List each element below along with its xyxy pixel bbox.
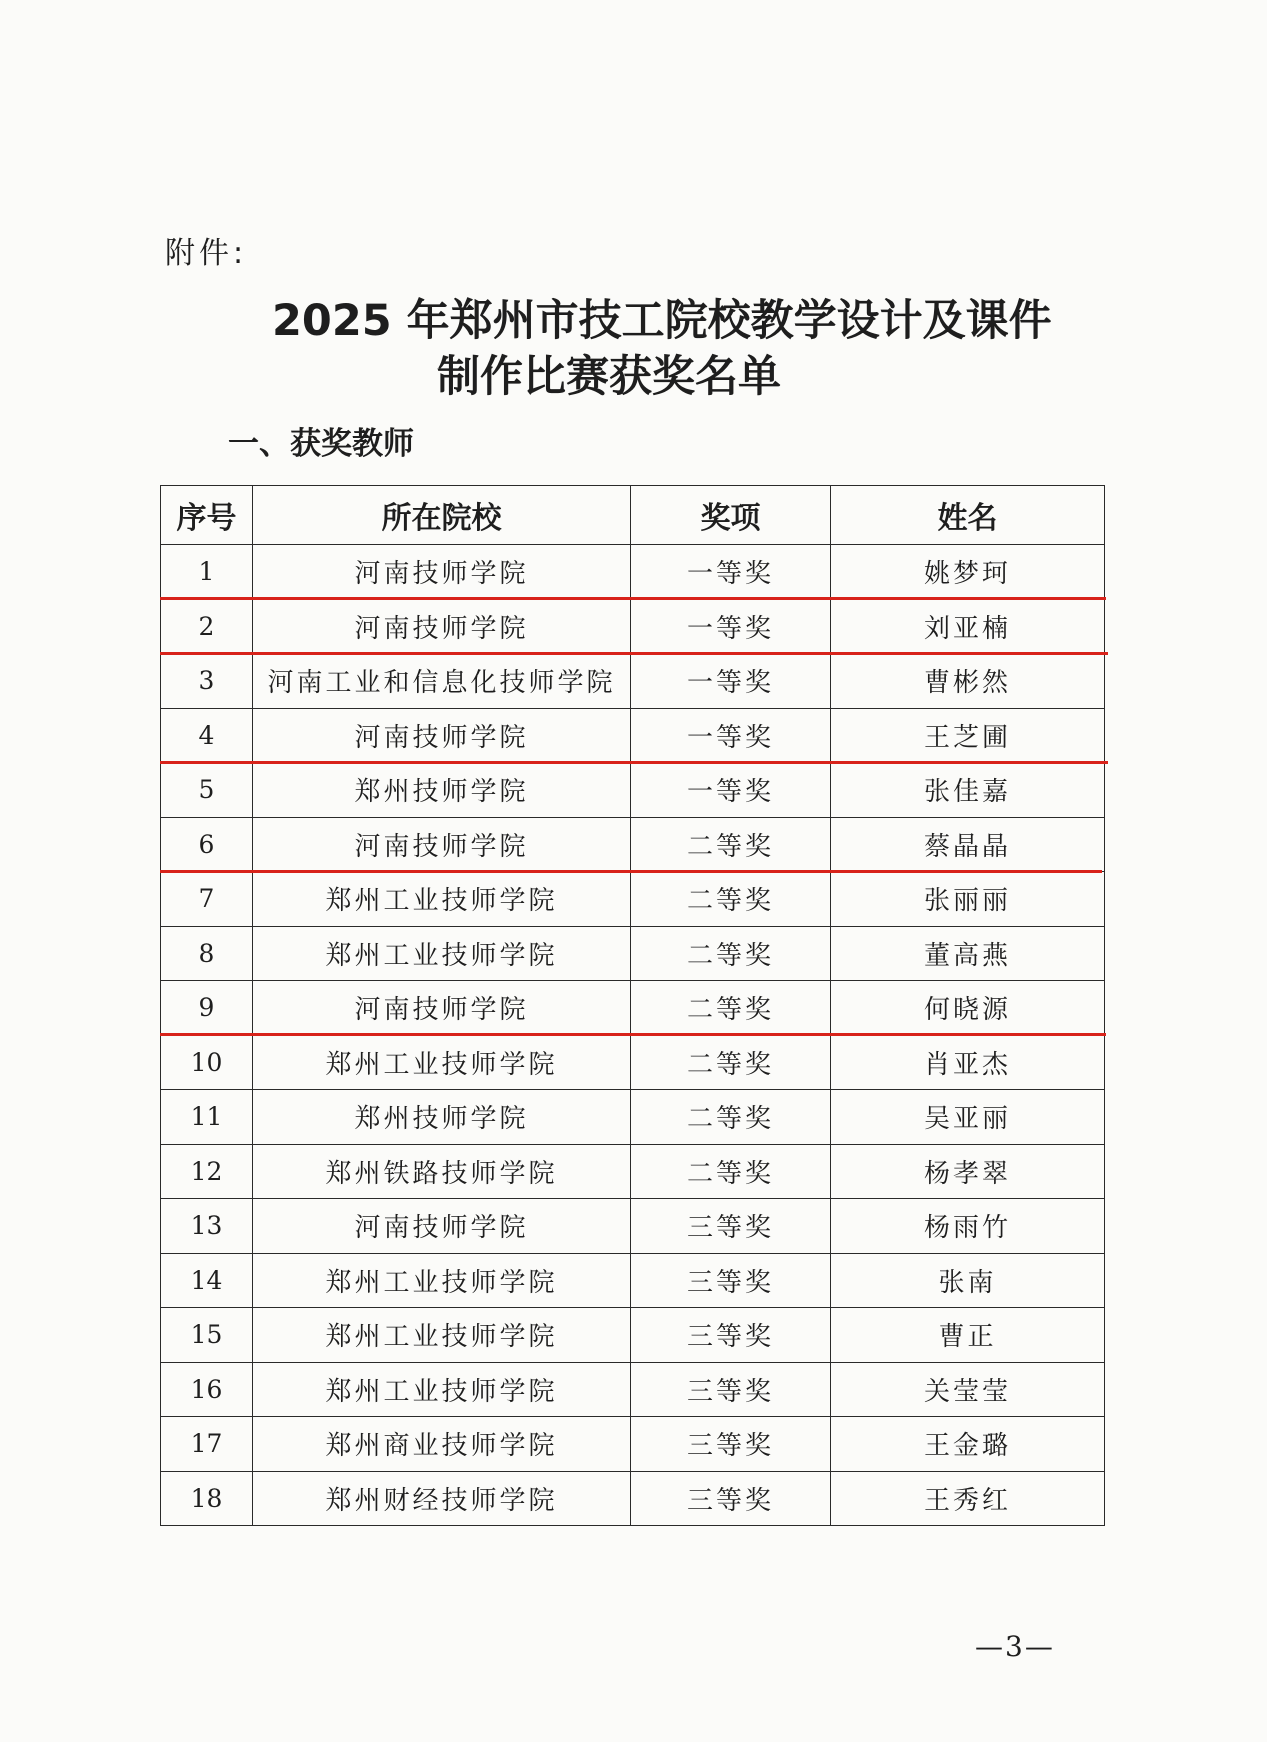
- cell-index: 8: [161, 926, 253, 981]
- table-row: [161, 1144, 1105, 1199]
- header-index: 序号: [161, 486, 253, 545]
- cell-index: 14: [161, 1253, 253, 1308]
- cell-award: 一等奖: [631, 708, 831, 763]
- cell-school: 郑州技师学院: [253, 1090, 631, 1145]
- cell-index: 10: [161, 1035, 253, 1090]
- cell-name: 曹彬然: [831, 654, 1105, 709]
- cell-award: 三等奖: [631, 1417, 831, 1472]
- table-row: [161, 1199, 1105, 1254]
- table-row: [161, 1035, 1105, 1090]
- cell-name: 王秀红: [831, 1471, 1105, 1526]
- cell-award: 二等奖: [631, 1035, 831, 1090]
- cell-award: 一等奖: [631, 599, 831, 654]
- cell-school: 河南技师学院: [253, 708, 631, 763]
- cell-name: 王金璐: [831, 1417, 1105, 1472]
- section-heading: 一、获奖教师: [228, 426, 414, 462]
- cell-award: 一等奖: [631, 654, 831, 709]
- cell-index: 16: [161, 1362, 253, 1417]
- cell-school: 郑州工业技师学院: [253, 1035, 631, 1090]
- cell-name: 张佳嘉: [831, 763, 1105, 818]
- awards-table: [160, 485, 1105, 1526]
- cell-index: 9: [161, 981, 253, 1036]
- table-row: [161, 1253, 1105, 1308]
- cell-index: 2: [161, 599, 253, 654]
- red-underline-mark: [160, 870, 1102, 873]
- cell-award: 二等奖: [631, 1144, 831, 1199]
- table-row: [161, 1090, 1105, 1145]
- cell-award: 二等奖: [631, 981, 831, 1036]
- cell-award: 三等奖: [631, 1199, 831, 1254]
- cell-index: 18: [161, 1471, 253, 1526]
- table-row: [161, 708, 1105, 763]
- cell-award: 二等奖: [631, 926, 831, 981]
- red-underline-mark: [160, 597, 1106, 600]
- cell-name: 曹正: [831, 1308, 1105, 1363]
- cell-award: 三等奖: [631, 1362, 831, 1417]
- cell-index: 7: [161, 872, 253, 927]
- cell-school: 郑州工业技师学院: [253, 926, 631, 981]
- cell-name: 杨雨竹: [831, 1199, 1105, 1254]
- cell-school: 河南技师学院: [253, 545, 631, 600]
- cell-index: 17: [161, 1417, 253, 1472]
- cell-index: 15: [161, 1308, 253, 1363]
- table-row: [161, 763, 1105, 818]
- table-row: [161, 981, 1105, 1036]
- title-line-1: 2025 年郑州市技工院校教学设计及课件: [272, 296, 1052, 346]
- cell-school: 郑州铁路技师学院: [253, 1144, 631, 1199]
- table-row: [161, 1417, 1105, 1472]
- attachment-label: 附件:: [165, 236, 248, 271]
- table-row: [161, 599, 1105, 654]
- red-underline-mark: [160, 652, 1108, 655]
- cell-name: 王芝圃: [831, 708, 1105, 763]
- cell-name: 蔡晶晶: [831, 817, 1105, 872]
- cell-name: 吴亚丽: [831, 1090, 1105, 1145]
- red-underline-mark: [160, 761, 1108, 764]
- cell-award: 三等奖: [631, 1471, 831, 1526]
- title-line-2: 制作比赛获奖名单: [437, 352, 781, 402]
- red-underline-mark: [160, 1033, 1106, 1036]
- table-row: [161, 926, 1105, 981]
- table-row: [161, 872, 1105, 927]
- cell-award: 三等奖: [631, 1253, 831, 1308]
- cell-name: 何晓源: [831, 981, 1105, 1036]
- cell-name: 杨孝翠: [831, 1144, 1105, 1199]
- cell-school: 郑州技师学院: [253, 763, 631, 818]
- cell-name: 刘亚楠: [831, 599, 1105, 654]
- table-row: [161, 654, 1105, 709]
- table-row: [161, 1471, 1105, 1526]
- cell-name: 关莹莹: [831, 1362, 1105, 1417]
- cell-index: 1: [161, 545, 253, 600]
- cell-award: 二等奖: [631, 1090, 831, 1145]
- table-row: [161, 1362, 1105, 1417]
- cell-school: 河南技师学院: [253, 817, 631, 872]
- cell-school: 河南技师学院: [253, 981, 631, 1036]
- header-name: 姓名: [831, 486, 1105, 545]
- table-header-row: [161, 486, 1105, 545]
- cell-school: 河南工业和信息化技师学院: [253, 654, 631, 709]
- table-row: [161, 545, 1105, 600]
- cell-award: 二等奖: [631, 817, 831, 872]
- header-school: 所在院校: [253, 486, 631, 545]
- cell-school: 河南技师学院: [253, 599, 631, 654]
- cell-name: 董高燕: [831, 926, 1105, 981]
- cell-name: 张南: [831, 1253, 1105, 1308]
- cell-school: 郑州财经技师学院: [253, 1471, 631, 1526]
- page-number: —3—: [975, 1630, 1055, 1663]
- cell-award: 一等奖: [631, 545, 831, 600]
- cell-name: 姚梦珂: [831, 545, 1105, 600]
- cell-index: 5: [161, 763, 253, 818]
- cell-school: 郑州工业技师学院: [253, 1253, 631, 1308]
- cell-index: 4: [161, 708, 253, 763]
- table-row: [161, 1308, 1105, 1363]
- cell-index: 11: [161, 1090, 253, 1145]
- cell-school: 郑州工业技师学院: [253, 872, 631, 927]
- cell-school: 郑州工业技师学院: [253, 1362, 631, 1417]
- cell-award: 一等奖: [631, 763, 831, 818]
- cell-school: 河南技师学院: [253, 1199, 631, 1254]
- header-award: 奖项: [631, 486, 831, 545]
- cell-index: 3: [161, 654, 253, 709]
- cell-index: 12: [161, 1144, 253, 1199]
- cell-index: 6: [161, 817, 253, 872]
- table-row: [161, 817, 1105, 872]
- cell-school: 郑州工业技师学院: [253, 1308, 631, 1363]
- cell-award: 三等奖: [631, 1308, 831, 1363]
- cell-award: 二等奖: [631, 872, 831, 927]
- cell-name: 张丽丽: [831, 872, 1105, 927]
- cell-name: 肖亚杰: [831, 1035, 1105, 1090]
- cell-school: 郑州商业技师学院: [253, 1417, 631, 1472]
- cell-index: 13: [161, 1199, 253, 1254]
